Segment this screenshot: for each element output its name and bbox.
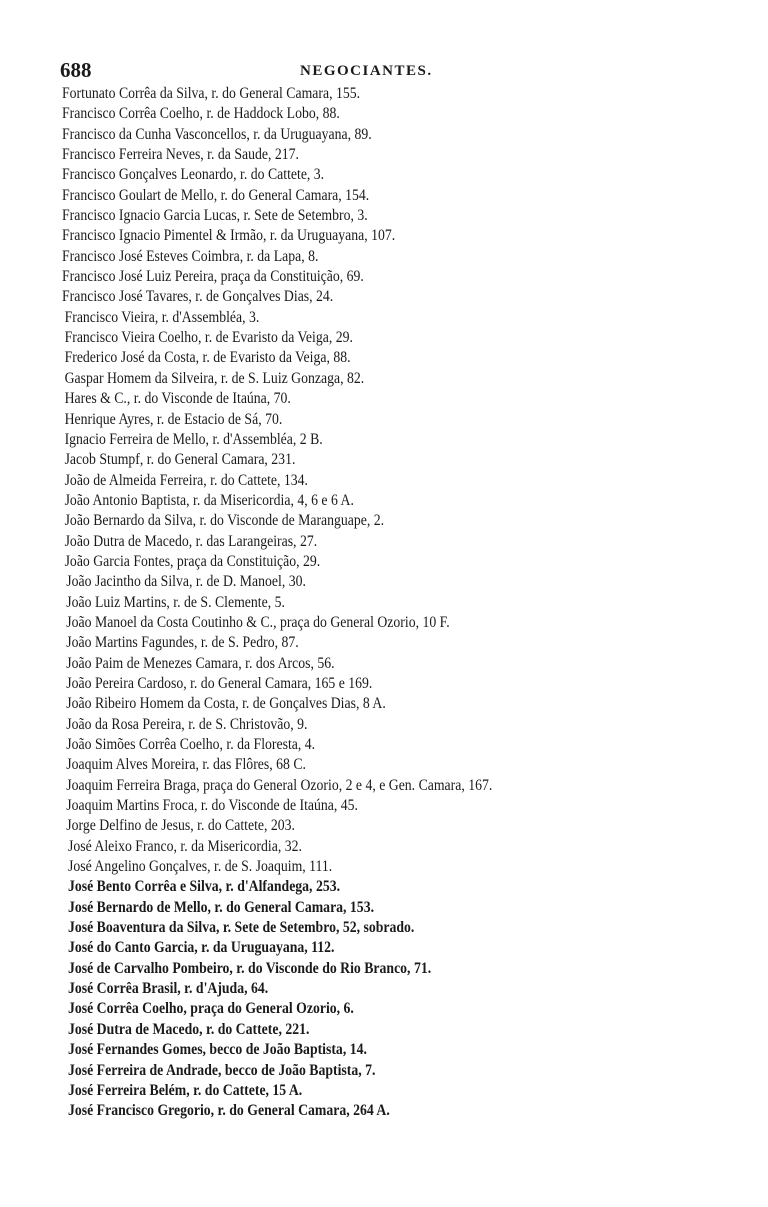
directory-entry: José Angelino Gonçalves, r. de S. Joaquim, 111. — [68, 858, 333, 876]
directory-entry: João Bernardo da Silva, r. do Visconde de Maranguape, 2. — [64, 512, 385, 530]
directory-entry: Jacob Stumpf, r. do General Camara, 231. — [64, 451, 296, 469]
directory-entry: Francisco Ferreira Neves, r. da Saude, 217. — [62, 146, 299, 164]
directory-entry: João Manoel da Costa Coutinho & C., praça do General Ozorio, 10 F. — [66, 613, 450, 631]
directory-entry: Fortunato Corrêa da Silva, r. do General Camara, 155. — [62, 85, 361, 102]
page-number: 688 — [60, 58, 92, 82]
directory-entry: João Pereira Cardoso, r. do General Camara, 165 e 169. — [66, 674, 373, 692]
directory-entry: Henrique Ayres, r. de Estacio de Sá, 70. — [64, 410, 283, 428]
directory-entry: Francisco Vieira Coelho, r. de Evaristo da Veiga, 29. — [64, 329, 353, 347]
directory-entry: Gaspar Homem da Silveira, r. de S. Luiz Gonzaga, 82. — [64, 369, 365, 387]
running-head: NEGOCIANTES. — [300, 63, 433, 79]
directory-entry: Francisco Goulart de Mello, r. do General Camara, 154. — [62, 186, 370, 204]
directory-entry: José Corrêa Brasil, r. d'Ajuda, 64. — [68, 980, 269, 998]
directory-entry: José Ferreira de Andrade, becco de João Baptista, 7. — [68, 1061, 376, 1079]
directory-entry: Francisco Corrêa Coelho, r. de Haddock Lobo, 88. — [62, 105, 340, 123]
directory-entry: João Garcia Fontes, praça da Constituição, 29. — [64, 552, 321, 570]
directory-entry: João Luiz Martins, r. de S. Clemente, 5. — [66, 593, 285, 611]
directory-entry: Hares & C., r. do Visconde de Itaúna, 70. — [64, 390, 291, 408]
directory-entry: Joaquim Martins Froca, r. do Visconde de Itaúna, 45. — [66, 797, 358, 815]
directory-entry: Francisco José Tavares, r. de Gonçalves Dias, 24. — [62, 288, 334, 306]
directory-entry: Frederico José da Costa, r. de Evaristo da Veiga, 88. — [64, 349, 351, 367]
directory-entry: José Bernardo de Mello, r. do General Camara, 153. — [68, 898, 375, 916]
directory-entry: José Fernandes Gomes, becco de João Baptista, 14. — [68, 1041, 367, 1059]
directory-entry: Francisco Ignacio Garcia Lucas, r. Sete de Setembro, 3. — [62, 207, 368, 225]
directory-entry: José Bento Corrêa e Silva, r. d'Alfandega, 253. — [68, 878, 341, 896]
directory-entry: José Boaventura da Silva, r. Sete de Setembro, 52, sobrado. — [68, 919, 415, 937]
directory-entry: Francisco da Cunha Vasconcellos, r. da Uruguayana, 89. — [62, 125, 372, 143]
directory-entry: João Antonio Baptista, r. da Misericordia, 4, 6 e 6 A. — [64, 491, 354, 509]
directory-entry: João Ribeiro Homem da Costa, r. de Gonçalves Dias, 8 A. — [66, 695, 386, 713]
directory-entry: Francisco Vieira, r. d'Assembléa, 3. — [64, 308, 260, 326]
directory-entry: Francisco Gonçalves Leonardo, r. do Cattete, 3. — [62, 166, 325, 184]
directory-entry: João Dutra de Macedo, r. das Larangeiras, 27. — [64, 532, 318, 550]
directory-entry: Francisco José Luiz Pereira, praça da Constituição, 69. — [62, 268, 364, 286]
directory-entry: José do Canto Garcia, r. da Uruguayana, 112. — [68, 939, 335, 957]
directory-entry: Jorge Delfino de Jesus, r. do Cattete, 203. — [66, 817, 295, 835]
directory-entry: João Paim de Menezes Camara, r. dos Arcos, 56. — [66, 654, 335, 672]
directory-entry: Ignacio Ferreira de Mello, r. d'Assembléa, 2 B. — [64, 430, 323, 448]
directory-entry: Francisco Ignacio Pimentel & Irmão, r. da Uruguayana, 107. — [62, 227, 396, 245]
directory-entry: José de Carvalho Pombeiro, r. do Visconde do Rio Branco, 71. — [68, 959, 432, 977]
directory-entry: João Simões Corrêa Coelho, r. da Floresta, 4. — [66, 736, 316, 753]
directory-entry: José Corrêa Coelho, praça do General Ozorio, 6. — [68, 1000, 354, 1018]
directory-entry: João Martins Fagundes, r. de S. Pedro, 87. — [66, 634, 299, 652]
directory-entry: João da Rosa Pereira, r. de S. Christovão, 9. — [66, 715, 308, 733]
directory-entry: João Jacintho da Silva, r. de D. Manoel, 30. — [66, 573, 306, 591]
directory-entry: Joaquim Ferreira Braga, praça do General Ozorio, 2 e 4, e Gen. Camara, 167. — [66, 776, 493, 794]
directory-entry: José Aleixo Franco, r. da Misericordia, 32. — [68, 837, 302, 855]
directory-entry: Joaquim Alves Moreira, r. das Flôres, 68 C. — [66, 756, 306, 774]
merchant-directory-list — [62, 84, 722, 1122]
directory-entry: Francisco José Esteves Coimbra, r. da Lapa, 8. — [62, 247, 319, 265]
directory-entry: José Dutra de Macedo, r. do Cattete, 221. — [68, 1020, 310, 1038]
directory-entry: José Francisco Gregorio, r. do General Camara, 264 A. — [68, 1102, 390, 1120]
directory-entry: João de Almeida Ferreira, r. do Cattete, 134. — [64, 471, 308, 489]
directory-entry: José Ferreira Belém, r. do Cattete, 15 A. — [68, 1081, 303, 1099]
